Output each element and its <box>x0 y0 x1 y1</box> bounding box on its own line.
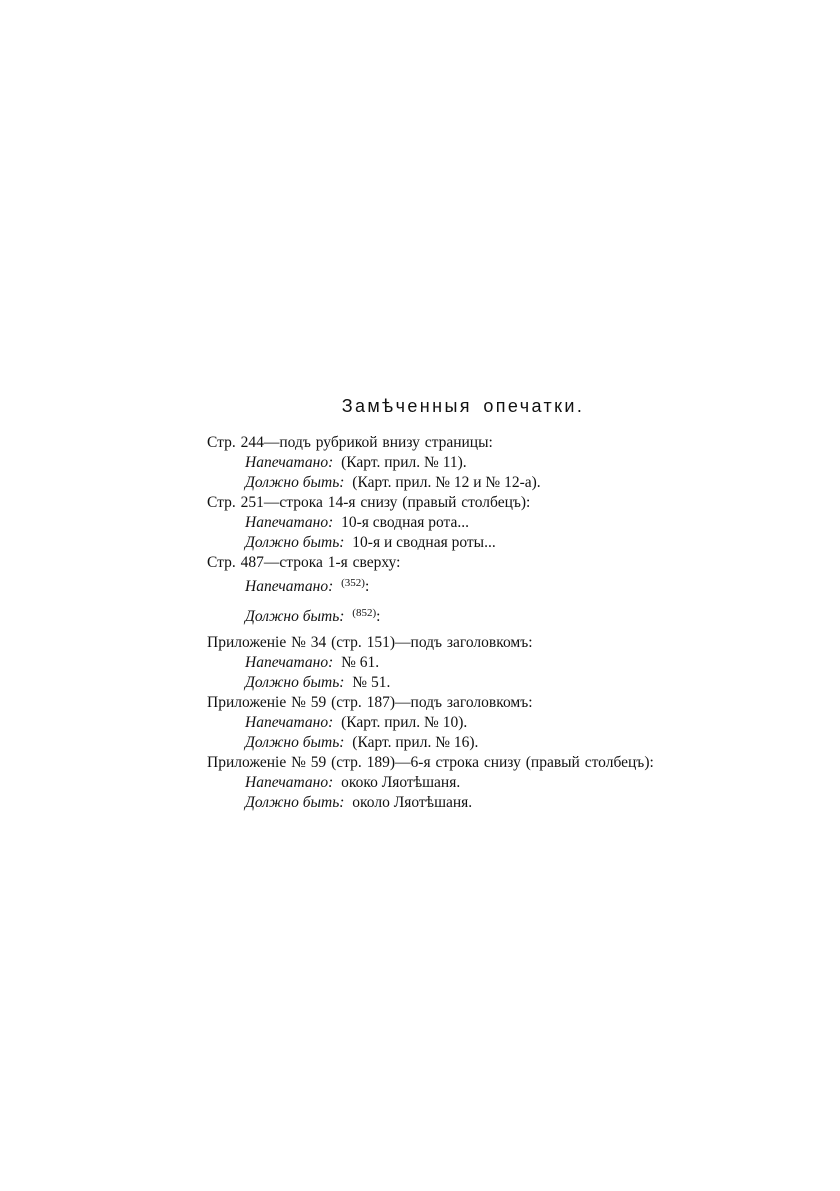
entry-heading: Приложеніе № 59 (стр. 189)—6-я строка снизу (правый столбецъ): <box>207 754 654 771</box>
correction-value: (852) <box>352 607 377 619</box>
printed-label: Напечатано: <box>245 454 334 471</box>
printed-line <box>207 713 807 733</box>
errata-entry <box>207 493 807 553</box>
correction-label: Должно быть: <box>245 734 345 751</box>
correction-value: № 51. <box>352 674 391 691</box>
correction-line <box>207 733 807 753</box>
printed-line <box>207 453 807 473</box>
printed-line <box>207 513 807 533</box>
correction-value: (Карт. прил. № 16). <box>352 734 479 751</box>
entry-heading: Приложеніе № 34 (стр. 151)—подъ заголовкомъ: <box>207 634 533 651</box>
correction-label: Должно быть: <box>245 534 345 551</box>
errata-list <box>207 433 807 813</box>
correction-label: Должно быть: <box>245 794 345 811</box>
errata-entry <box>207 633 807 693</box>
entry-heading: Приложеніе № 59 (стр. 187)—подъ заголовкомъ: <box>207 694 533 711</box>
printed-label: Напечатано: <box>245 774 334 791</box>
correction-label: Должно быть: <box>245 674 345 691</box>
correction-label: Должно быть: <box>245 608 345 625</box>
correction-line <box>207 533 807 553</box>
correction-line <box>207 473 807 493</box>
printed-label: Напечатано: <box>245 714 334 731</box>
entry-heading: Стр. 244—подъ рубрикой внизу страницы: <box>207 434 493 451</box>
correction-value: 10-я и сводная роты... <box>352 534 496 551</box>
correction-suffix: : <box>376 608 381 625</box>
entry-heading: Стр. 251—строка 14-я снизу (правый столбецъ): <box>207 494 531 511</box>
errata-entry <box>207 753 807 813</box>
printed-value: (Карт. прил. № 11). <box>341 454 467 471</box>
correction-value: около Ляотѣшаня. <box>352 794 473 811</box>
entry-heading: Стр. 487—строка 1-я сверху: <box>207 554 401 571</box>
printed-line <box>207 653 807 673</box>
printed-label: Напечатано: <box>245 654 334 671</box>
printed-line <box>207 773 807 793</box>
correction-line <box>207 603 807 627</box>
printed-value: № 61. <box>341 654 380 671</box>
printed-value: 10-я сводная рота... <box>341 514 470 531</box>
page-title: Замѣченныя опечатки. <box>341 396 585 416</box>
errata-entry <box>207 433 807 493</box>
errata-entry <box>207 693 807 753</box>
correction-line <box>207 793 807 813</box>
printed-suffix: : <box>364 578 370 595</box>
printed-line <box>207 573 807 597</box>
printed-label: Напечатано: <box>245 514 334 531</box>
printed-value: (352) <box>341 577 365 589</box>
printed-value: (Карт. прил. № 10). <box>341 714 468 731</box>
correction-value: (Карт. прил. № 12 и № 12-а). <box>352 474 541 491</box>
correction-label: Должно быть: <box>245 474 345 491</box>
printed-label: Напечатано: <box>245 578 334 595</box>
correction-line <box>207 673 807 693</box>
printed-value: ококо Ляотѣшаня. <box>341 774 461 791</box>
errata-entry <box>207 553 807 627</box>
